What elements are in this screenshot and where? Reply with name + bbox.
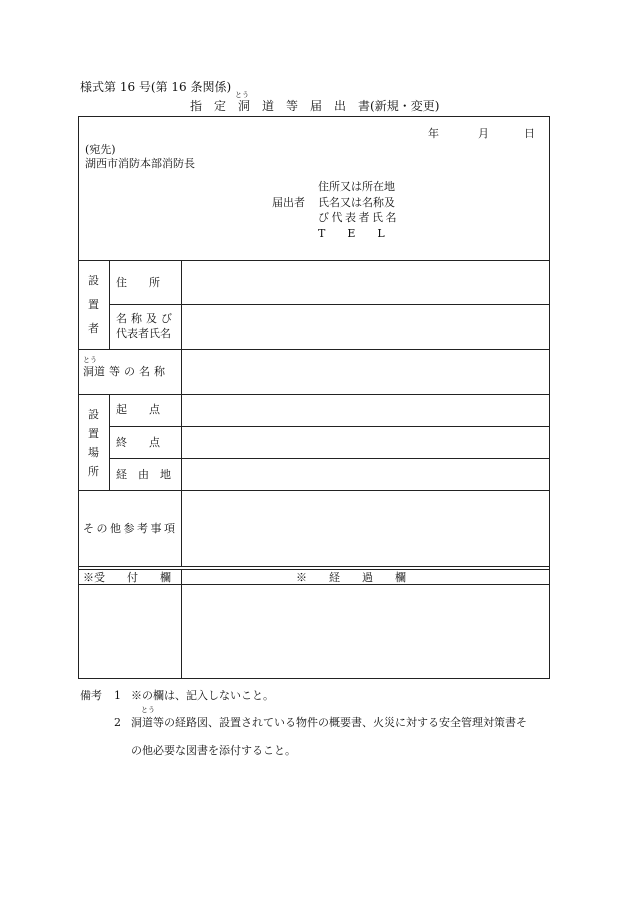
location-end-label: 終 点	[116, 436, 160, 449]
note-2-number: 2	[114, 716, 121, 729]
installer-label-2: 置	[88, 298, 99, 311]
location-start-label: 起 点	[116, 403, 160, 416]
location-label-4: 所	[88, 465, 99, 478]
location-via-label: 経 由 地	[116, 468, 171, 481]
note-2-text-line1: 洞道等の経路図、設置されている物件の概要書、火災に対する安全管理対策書そ	[131, 716, 527, 729]
title-part1: 指 定	[190, 99, 239, 113]
date-month: 月	[478, 127, 489, 140]
date-day: 日	[524, 127, 535, 140]
tunnel-name-rest: 道等の名称	[94, 365, 169, 378]
title-suffix: (新規・変更)	[370, 99, 440, 113]
tunnel-name-ruby: とう	[83, 356, 97, 364]
title-kanji: 洞	[238, 99, 251, 113]
notes-prefix: 備考	[80, 689, 102, 702]
applicant-address-label: 住所又は所在地	[318, 180, 395, 193]
location-label-2: 置	[88, 427, 99, 440]
note-2-ruby: とう	[141, 706, 155, 714]
tunnel-name-label	[83, 365, 169, 378]
other-remarks-label: その他参考事項	[83, 522, 178, 535]
applicant-tel-label: T E L	[318, 227, 385, 240]
progress-column-label: ※ 経 過 欄	[296, 571, 406, 584]
title-part2: 道 等 届 出 書	[250, 99, 371, 113]
date-year: 年	[428, 127, 439, 140]
applicant-label: 届出者	[272, 196, 305, 209]
installer-name-label-1: 名称及び	[116, 312, 176, 325]
addressee-prefix: (宛先)	[85, 143, 116, 156]
installer-label-3: 者	[88, 322, 99, 335]
installer-name-label-2: 代表者氏名	[116, 327, 171, 340]
note-1-text: ※の欄は、記入しないこと。	[131, 689, 274, 702]
location-label-1: 設	[88, 408, 99, 421]
applicant-name-label-2: び代表者氏名	[318, 211, 399, 224]
installer-address-label: 住 所	[116, 276, 160, 289]
tunnel-name-kanji: 洞	[83, 365, 94, 378]
title-ruby: とう	[235, 91, 249, 99]
applicant-name-label-1: 氏名又は名称及	[318, 196, 395, 209]
page-title	[190, 99, 439, 113]
addressee: 湖西市消防本部消防長	[85, 157, 195, 170]
form-number: 様式第 16 号(第 16 条関係)	[80, 80, 232, 94]
receipt-column-label: ※受 付 欄	[83, 571, 171, 584]
note-1-number: 1	[114, 689, 121, 702]
installer-label-1: 設	[88, 274, 99, 287]
note-2-text-line2: の他必要な図書を添付すること。	[131, 744, 296, 757]
location-label-3: 場	[88, 446, 99, 459]
